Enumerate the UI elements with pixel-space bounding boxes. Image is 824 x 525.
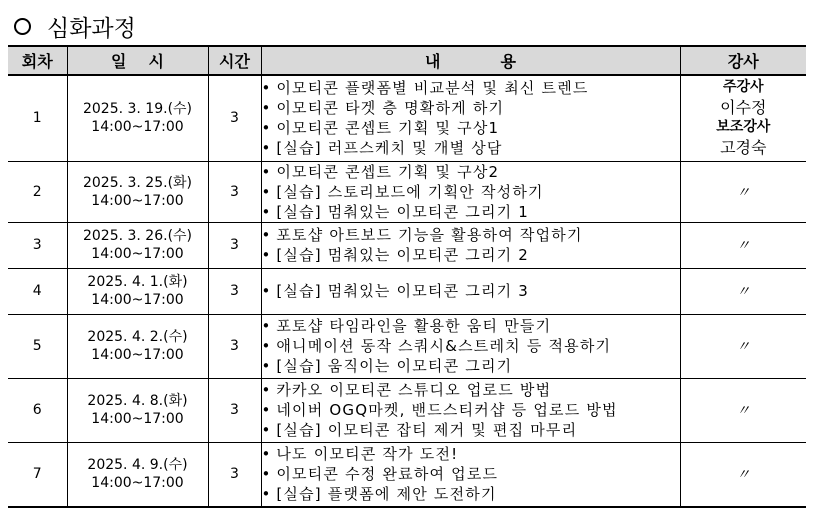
header-date: 일시 — [67, 46, 208, 75]
header-row — [8, 46, 806, 75]
session-date: 2025. 4. 8.(화) — [87, 393, 188, 409]
session-hours: 3 — [208, 442, 261, 507]
session-content — [261, 161, 680, 222]
table-row — [8, 222, 806, 268]
session-content — [261, 268, 680, 314]
ditto-mark: 〃 — [736, 467, 751, 484]
session-instructor — [680, 314, 806, 378]
header-instructor: 강사 — [680, 46, 806, 75]
session-hours: 3 — [208, 268, 261, 314]
schedule-table — [8, 45, 806, 508]
session-instructor — [680, 442, 806, 507]
content-item: • [실습] 멈춰있는 이모티콘 그리기 1 — [262, 202, 680, 222]
content-item: • 포토샵 아트보드 기능을 활용하여 작업하기 — [262, 225, 680, 245]
ditto-mark: 〃 — [736, 284, 751, 300]
session-time: 14:00~17:00 — [91, 475, 184, 492]
session-number: 2 — [8, 161, 67, 222]
session-content — [261, 442, 680, 507]
content-item: • 이모티콘 콘셉트 기획 및 구상1 — [262, 118, 680, 138]
session-date: 2025. 4. 9.(수) — [87, 457, 188, 474]
content-item: • 포토샵 타임라인을 활용한 움티 만들기 — [262, 316, 680, 336]
table-row — [8, 268, 806, 314]
content-item: • 이모티콘 플랫폼별 비교분석 및 최신 트렌드 — [262, 78, 680, 98]
session-instructor — [680, 268, 806, 314]
session-date: 2025. 3. 25.(화) — [82, 174, 193, 191]
sub-instructor-name: 고경숙 — [720, 138, 767, 158]
section-title: 심화과정 — [47, 15, 136, 42]
header-session: 회차 — [8, 46, 67, 75]
content-item: • 이모티콘 수정 완료하여 업로드 — [262, 464, 680, 484]
header-hours: 시간 — [208, 46, 261, 75]
content-item: • [실습] 멈춰있는 이모티콘 그리기 2 — [262, 245, 680, 265]
content-item: • [실습] 이모티콘 잡티 제거 및 편집 마무리 — [262, 420, 680, 440]
session-hours: 3 — [208, 222, 261, 268]
content-item: • 나도 이모티콘 작가 도전! — [262, 444, 680, 464]
session-time: 14:00~17:00 — [91, 347, 184, 363]
content-item: • 카카오 이모티콘 스튜디오 업로드 방법 — [262, 380, 680, 400]
table-row — [8, 161, 806, 222]
table-row — [8, 314, 806, 378]
table-row — [8, 378, 806, 442]
content-item: • [실습] 멈춰있는 이모티콘 그리기 3 — [262, 281, 680, 301]
session-hours: 3 — [208, 314, 261, 378]
content-item: • [실습] 러프스케치 및 개별 상담 — [262, 138, 680, 158]
session-datetime — [67, 222, 208, 268]
session-hours: 3 — [208, 75, 261, 161]
session-time: 14:00~17:00 — [91, 411, 184, 427]
session-hours: 3 — [208, 161, 261, 222]
main-instructor-label: 주강사 — [722, 79, 764, 96]
session-instructor — [680, 222, 806, 268]
section-heading — [10, 11, 136, 41]
session-datetime — [67, 268, 208, 314]
ditto-mark: 〃 — [736, 339, 751, 355]
session-instructor — [680, 161, 806, 222]
session-time: 14:00~17:00 — [91, 119, 184, 136]
ditto-mark: 〃 — [736, 403, 751, 419]
session-datetime — [67, 378, 208, 442]
session-datetime — [67, 161, 208, 222]
session-datetime — [67, 442, 208, 507]
content-item: • [실습] 스토리보드에 기획안 작성하기 — [262, 182, 680, 202]
main-instructor-name: 이수정 — [720, 98, 767, 118]
session-number: 3 — [8, 222, 67, 268]
session-datetime — [67, 314, 208, 378]
circle-bullet-icon — [14, 18, 31, 35]
content-item: • 이모티콘 콘셉트 기획 및 구상2 — [262, 162, 680, 182]
session-time: 14:00~17:00 — [91, 246, 184, 262]
content-item: • [실습] 플랫폼에 제안 도전하기 — [262, 484, 680, 504]
session-instructor — [680, 378, 806, 442]
session-date: 2025. 3. 26.(수) — [82, 228, 193, 244]
session-hours: 3 — [208, 378, 261, 442]
session-datetime — [67, 75, 208, 161]
sub-instructor-label: 보조강사 — [716, 119, 771, 136]
header-content: 내용 — [261, 46, 680, 75]
session-number: 6 — [8, 378, 67, 442]
ditto-mark: 〃 — [736, 238, 751, 254]
session-instructor — [680, 75, 806, 161]
session-content — [261, 222, 680, 268]
table-row — [8, 75, 806, 161]
session-number: 5 — [8, 314, 67, 378]
session-number: 1 — [8, 75, 67, 161]
session-date: 2025. 4. 2.(수) — [87, 329, 188, 345]
session-number: 7 — [8, 442, 67, 507]
session-date: 2025. 4. 1.(화) — [87, 274, 188, 290]
content-item: • 네이버 OGQ마켓, 밴드스티커샵 등 업로드 방법 — [262, 400, 680, 420]
session-date: 2025. 3. 19.(수) — [82, 101, 193, 118]
session-time: 14:00~17:00 — [91, 192, 184, 209]
session-content — [261, 75, 680, 161]
session-time: 14:00~17:00 — [91, 292, 184, 308]
table-row — [8, 442, 806, 507]
session-content — [261, 378, 680, 442]
content-item: • [실습] 움직이는 이모티콘 그리기 — [262, 356, 680, 376]
content-item: • 애니메이션 동작 스쿼시&스트레치 등 적용하기 — [262, 336, 680, 356]
ditto-mark: 〃 — [736, 184, 751, 201]
session-content — [261, 314, 680, 378]
session-number: 4 — [8, 268, 67, 314]
content-item: • 이모티콘 타겟 층 명확하게 하기 — [262, 98, 680, 118]
